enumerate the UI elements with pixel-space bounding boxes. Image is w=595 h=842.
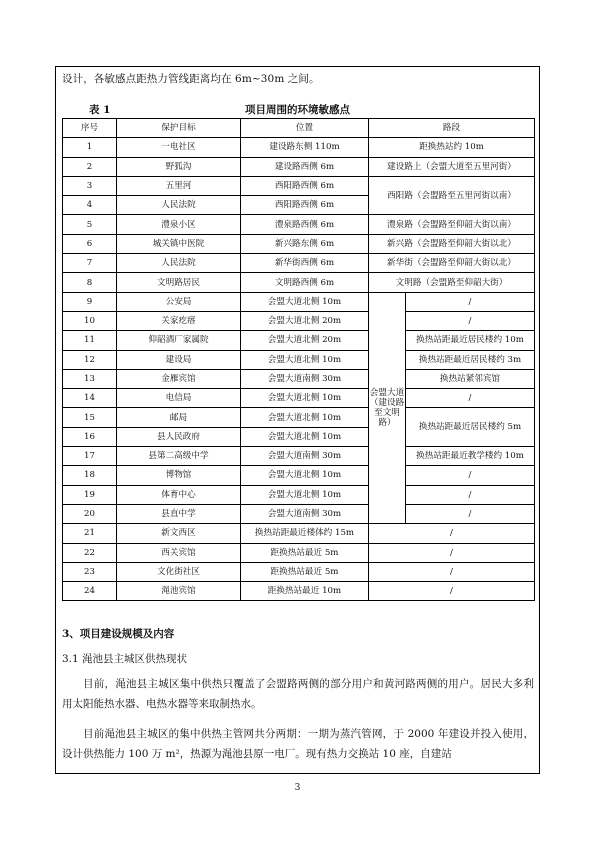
cell-target: 新文西区 — [117, 524, 241, 543]
cell-no: 23 — [63, 562, 117, 581]
cell-no: 5 — [63, 215, 117, 234]
cell-segment: 换热站距最近居民楼约 3m — [406, 350, 535, 369]
cell-segment: / — [406, 504, 535, 523]
table-header-row — [63, 119, 535, 138]
cell-position: 会盟大道北侧 10m — [241, 389, 369, 408]
table-row — [63, 215, 535, 234]
cell-position: 距换热站最近 5m — [241, 562, 369, 581]
cell-position: 会盟大道北侧 10m — [241, 485, 369, 504]
cell-target: 县人民政府 — [117, 427, 241, 446]
cell-target: 仰韶酒厂家属院 — [117, 331, 241, 350]
cell-no: 4 — [63, 196, 117, 215]
cell-target: 建设局 — [117, 350, 241, 369]
cell-no: 22 — [63, 543, 117, 562]
cell-position: 会盟大道北侧 20m — [241, 311, 369, 330]
cell-segment: 文明路（会盟路至仰韶大街） — [369, 273, 535, 292]
table-row — [63, 369, 535, 388]
cell-position: 距换热站最近 10m — [241, 582, 369, 601]
cell-target: 文化街社区 — [117, 562, 241, 581]
cell-no: 8 — [63, 273, 117, 292]
cell-no: 17 — [63, 447, 117, 466]
cell-no: 1 — [63, 138, 117, 157]
cell-target: 县第二高级中学 — [117, 447, 241, 466]
cell-target: 城关镇中医院 — [117, 234, 241, 253]
table-row — [63, 504, 535, 523]
cell-segment: / — [406, 389, 535, 408]
sensitive-points-table — [62, 118, 535, 601]
cell-position: 会盟大道北侧 10m — [241, 427, 369, 446]
cell-target: 邮局 — [117, 408, 241, 427]
table-row — [63, 292, 535, 311]
header-position: 位置 — [241, 119, 369, 138]
cell-segment: / — [406, 466, 535, 485]
cell-no: 6 — [63, 234, 117, 253]
cell-position: 文明路西侧 6m — [241, 273, 369, 292]
cell-segment: / — [369, 562, 535, 581]
cell-segment: 新华街（会盟路至仰韶大街以北） — [369, 254, 535, 273]
page-number: 3 — [294, 783, 301, 793]
paragraph-1: 目前，渑池县主城区集中供热只覆盖了会盟路两侧的部分用户和黄河路两侧的用户。居民大多利用太阳能热水器、电热水器等来取制热水。 — [62, 678, 534, 710]
cell-no: 10 — [63, 311, 117, 330]
cell-no: 24 — [63, 582, 117, 601]
table-row — [63, 234, 535, 253]
cell-segment: 换热站紧邻宾馆 — [406, 369, 535, 388]
cell-target: 一电社区 — [117, 138, 241, 157]
table-row — [63, 543, 535, 562]
cell-target: 澧泉小区 — [117, 215, 241, 234]
cell-no: 7 — [63, 254, 117, 273]
table-row — [63, 466, 535, 485]
paragraph-2: 目前渑池县主城区的集中供热主管网共分两期：一期为蒸汽管网，于 2000 年建设并投入使用，设计供热能力 100 万 m²，热源为渑池县原一电厂。现有热力交换站 10 座，自建站 — [62, 728, 534, 760]
cell-position: 新华街西侧 6m — [241, 254, 369, 273]
cell-target: 县直中学 — [117, 504, 241, 523]
cell-target: 五里河 — [117, 176, 241, 195]
cell-segment: / — [369, 543, 535, 562]
cell-segment: / — [406, 485, 535, 504]
cell-no: 21 — [63, 524, 117, 543]
table-row — [63, 350, 535, 369]
cell-position: 会盟大道南侧 30m — [241, 369, 369, 388]
cell-position: 会盟大道北侧 10m — [241, 408, 369, 427]
cell-target: 金雁宾馆 — [117, 369, 241, 388]
cell-no: 11 — [63, 331, 117, 350]
cell-position: 建设路西侧 6m — [241, 157, 369, 176]
cell-no: 14 — [63, 389, 117, 408]
cell-position: 会盟大道南侧 30m — [241, 447, 369, 466]
table-row — [63, 273, 535, 292]
cell-no: 13 — [63, 369, 117, 388]
cell-no: 19 — [63, 485, 117, 504]
cell-segment: 距换热站约 10m — [369, 138, 535, 157]
table-row — [63, 138, 535, 157]
section-3-heading: 3、项目建设规模及内容 — [62, 628, 175, 640]
table-row — [63, 447, 535, 466]
table-row — [63, 254, 535, 273]
merged-road-cell: 会盟大道（建设路至文明路） — [369, 292, 406, 524]
cell-segment: 澧泉路（会盟路至仰韶大街以南） — [369, 215, 535, 234]
cell-segment: 换热站距最近居民楼约 5m — [406, 408, 535, 447]
cell-position: 会盟大道北侧 10m — [241, 466, 369, 485]
cell-position: 距换热站最近 5m — [241, 543, 369, 562]
cell-target: 文明路居民 — [117, 273, 241, 292]
cell-target: 野狐沟 — [117, 157, 241, 176]
table-row — [63, 485, 535, 504]
header-segment: 路段 — [369, 119, 535, 138]
table-row — [63, 389, 535, 408]
cell-target: 体育中心 — [117, 485, 241, 504]
table-row — [63, 331, 535, 350]
section-3-1-heading: 3.1 渑池县主城区供热现状 — [62, 653, 188, 665]
cell-position: 会盟大道南侧 30m — [241, 504, 369, 523]
header-target: 保护目标 — [117, 119, 241, 138]
cell-position: 西阳路西侧 6m — [241, 176, 369, 195]
cell-segment: 西阳路（会盟路至五里河街以南） — [369, 176, 535, 215]
cell-position: 建设路东侧 110m — [241, 138, 369, 157]
header-no: 序号 — [63, 119, 117, 138]
cell-no: 2 — [63, 157, 117, 176]
cell-segment: / — [406, 292, 535, 311]
table-row — [63, 311, 535, 330]
cell-segment: 建设路上（会盟大道至五里河街） — [369, 157, 535, 176]
cell-no: 16 — [63, 427, 117, 446]
cell-target: 电信局 — [117, 389, 241, 408]
cell-position: 会盟大道北侧 10m — [241, 350, 369, 369]
table-row — [63, 176, 535, 195]
cell-no: 20 — [63, 504, 117, 523]
table-caption-title: 项目周围的环境敏感点 — [245, 104, 350, 116]
cell-segment: 新兴路（会盟路至仰韶大街以北） — [369, 234, 535, 253]
table-row — [63, 408, 535, 427]
cell-target: 人民法院 — [117, 254, 241, 273]
cell-target: 博物馆 — [117, 466, 241, 485]
table-row — [63, 157, 535, 176]
cell-no: 9 — [63, 292, 117, 311]
cell-target: 西关宾馆 — [117, 543, 241, 562]
cell-no: 15 — [63, 408, 117, 427]
cell-no: 3 — [63, 176, 117, 195]
intro-line: 设计，各敏感点距热力管线距离均在 6m~30m 之间。 — [62, 73, 320, 85]
cell-target: 公安局 — [117, 292, 241, 311]
cell-target: 关家疙瘩 — [117, 311, 241, 330]
cell-segment: / — [369, 524, 535, 543]
cell-position: 澧泉路西侧 6m — [241, 215, 369, 234]
cell-segment: 换热站距最近教学楼约 10m — [406, 447, 535, 466]
table-row — [63, 524, 535, 543]
cell-segment: / — [406, 311, 535, 330]
cell-position: 换热站距最近楼体约 15m — [241, 524, 369, 543]
cell-segment: 换热站距最近居民楼约 10m — [406, 331, 535, 350]
cell-target: 渑池宾馆 — [117, 582, 241, 601]
table-caption-label: 表 1 — [89, 104, 111, 116]
cell-segment: / — [369, 582, 535, 601]
cell-position: 西阳路西侧 6m — [241, 196, 369, 215]
table-row — [63, 582, 535, 601]
cell-position: 新兴路东侧 6m — [241, 234, 369, 253]
table-row — [63, 562, 535, 581]
cell-no: 18 — [63, 466, 117, 485]
cell-position: 会盟大道北侧 20m — [241, 331, 369, 350]
cell-position: 会盟大道北侧 10m — [241, 292, 369, 311]
cell-no: 12 — [63, 350, 117, 369]
cell-target: 人民法院 — [117, 196, 241, 215]
